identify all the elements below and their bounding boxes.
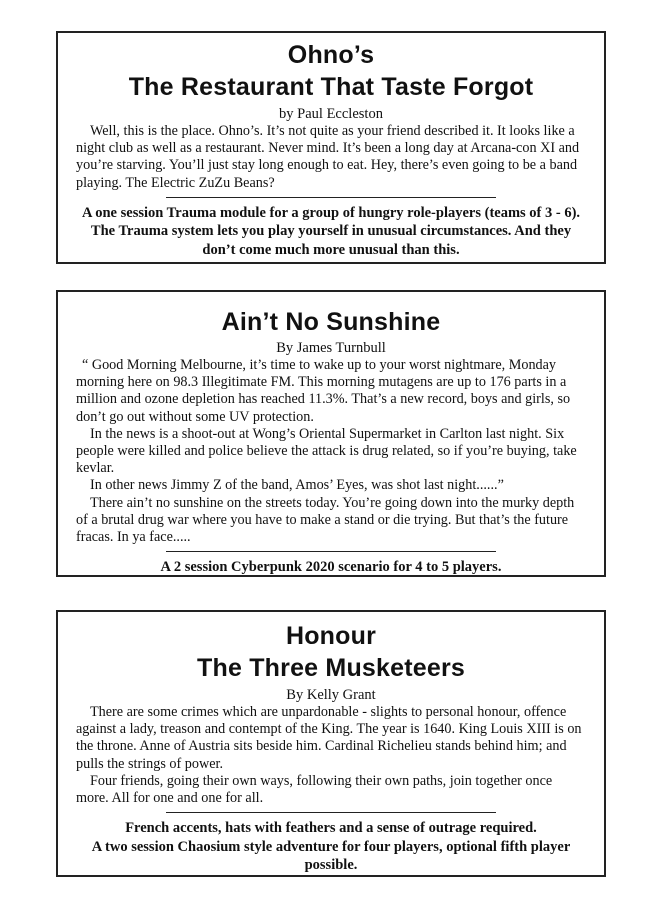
article-title: Ohno’s <box>287 41 375 69</box>
article-paragraph: Four friends, going their own ways, following their own paths, join together once more. All for one and one for all. <box>76 772 553 807</box>
article-paragraph: There are some crimes which are unpardonable - slights to personal honour, offence against a lady, treason and contempt of the King. The year is 1640. King Louis XIII is on the throne. Anne of Austria sits beside him. Cardinal Richelieu stands behind him; and pulls the strings of power. <box>76 704 582 772</box>
article-box-honour <box>56 610 606 877</box>
article-byline: By Kelly Grant <box>286 687 376 703</box>
article-blurb: A two session Chaosium style adventure for four players, optional fifth player possible. <box>91 838 571 874</box>
article-box-aint-no-sunshine <box>56 290 606 577</box>
article-byline: By James Turnbull <box>276 340 386 356</box>
article-blurb: A 2 session Cyberpunk 2020 scenario for 4 to 5 players. <box>160 559 502 576</box>
divider <box>166 551 496 552</box>
article-subtitle: The Three Musketeers <box>197 654 465 682</box>
divider <box>166 812 496 813</box>
divider <box>166 197 496 198</box>
article-paragraph: In other news Jimmy Z of the band, Amos’ Eyes, was shot last night......” <box>90 477 504 494</box>
article-box-ohnos <box>56 31 606 264</box>
article-paragraph: Well, this is the place. Ohno’s. It’s not quite as your friend described it. It looks like a night club as well as a restaurant. Never mind. It’s been a long day at Arcana-con XI and you’re starving. You’ll just stay long enough to eat. Hey, there’s even going to be a band playing. The Electric ZuZu Beans? <box>76 123 580 191</box>
article-subtitle: The Restaurant That Taste Forgot <box>128 73 534 101</box>
article-title: Honour <box>285 622 377 650</box>
article-paragraph: There ain’t no sunshine on the streets today. You’re going down into the murky depth of a brutal drug war where you have to make a stand or die trying. But that’s the future fracas. In ya face..... <box>76 494 575 546</box>
article-paragraph: In the news is a shoot-out at Wong’s Oriental Supermarket in Carlton last night. Six people were killed and police believe the attack is drug related, so if you’re buying, take kevlar. <box>76 425 577 477</box>
article-blurb: French accents, hats with feathers and a sense of outrage required. <box>125 820 537 837</box>
article-byline: by Paul Eccleston <box>279 106 383 122</box>
article-blurb: A one session Trauma module for a group of hungry role-players (teams of 3 - 6). The Trauma system lets you play yourself in unusual circumstances. And they don’t come much more unusual than this. <box>81 204 581 258</box>
article-paragraph: “ Good Morning Melbourne, it’s time to wake up to your worst nightmare, Monday morning here on 98.3 Illegitimate FM. This morning mutagens are up to 176 parts in a million and ozone depletion has reached 11.3%. That’s a new record, boys and girls, so don’t go out without some UV protection. <box>76 357 571 425</box>
article-title: Ain’t No Sunshine <box>221 308 441 336</box>
